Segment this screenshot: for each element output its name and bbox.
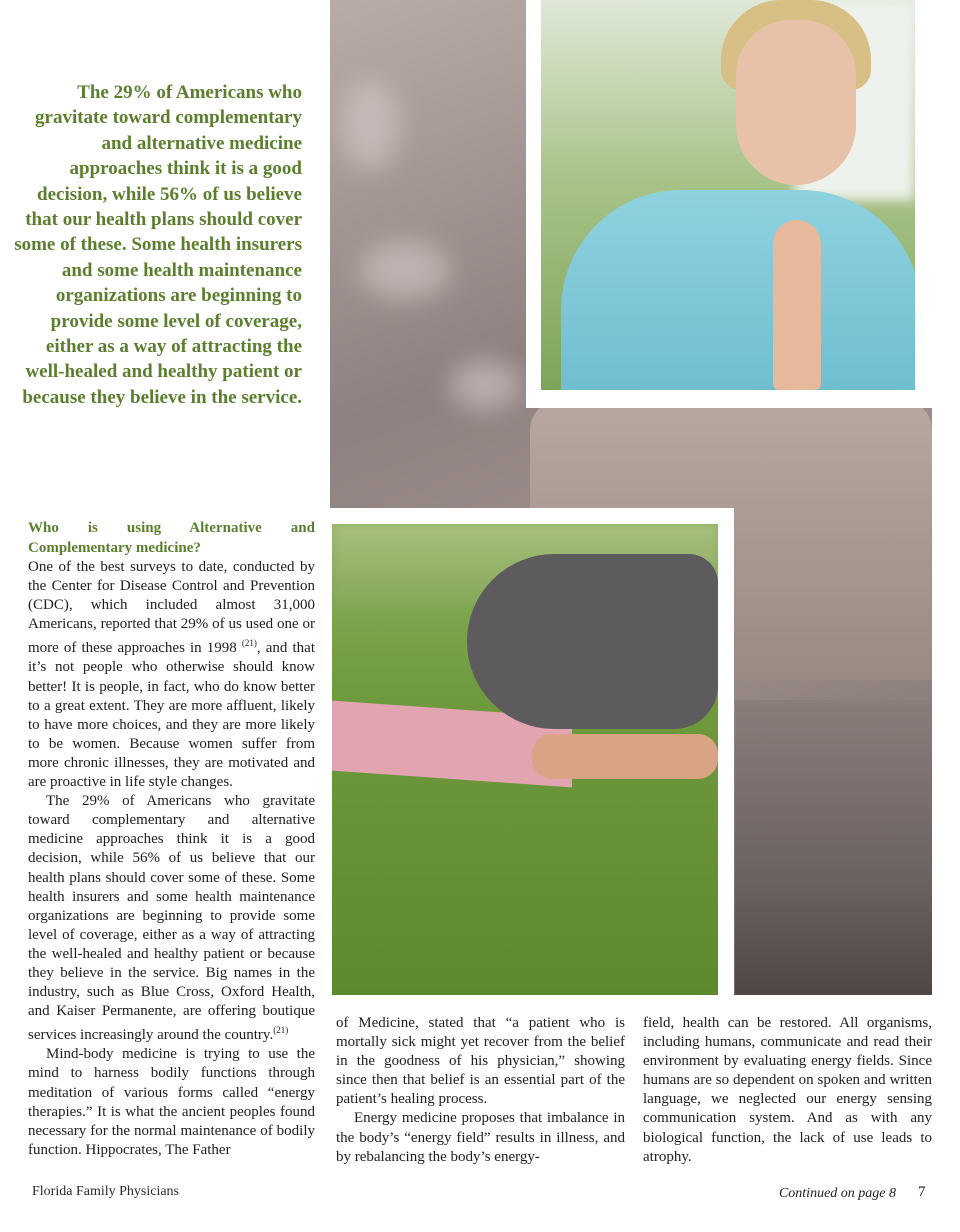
paragraph-text: One of the best surveys to date, conducted by the Center for Disease Control and Prevention (CDC), which included almost 31,000 Americans, reported that 29% of us used one or more of these approaches in 1998: [28, 559, 315, 657]
paragraph: field, health can be restored. All organisms, including humans, communicate and read their environment by evaluating energy fields. Since humans are so dependent on spoken and written language, we neglected our energy sensing communication system. And as with any biological function, the lack of use leads to atrophy.: [643, 1015, 932, 1165]
bokeh-blob: [450, 360, 520, 410]
hands: [773, 220, 821, 390]
citation: (21): [273, 1025, 289, 1036]
citation: (21): [241, 638, 257, 649]
photo-inner: [541, 0, 915, 390]
woman-praying-photo: [526, 0, 932, 408]
jacket: [561, 190, 915, 390]
article-column-2: [336, 1014, 625, 1167]
bokeh-blob: [360, 240, 450, 300]
paragraph: Mind-body medicine is trying to use the mind to harness bodily functions through meditation of various forms called “energy therapies.” It is what the ancient peoples found necessary for the normal maintenance of bodily function. Hippocrates, The Father: [28, 1046, 315, 1158]
crossed-legs-photo: [330, 508, 734, 995]
paragraph-text: , and that it’s not people who otherwise should know better! It is people, in fact, who do know better to a great extent. They are more affluent, likely to have more choices, and they are more likely to be women. Because women suffer from more chronic illnesses, they are motivated and are proactive in life style changes.: [28, 640, 315, 791]
leg: [467, 554, 718, 729]
publication-name: Florida Family Physicians: [32, 1184, 179, 1199]
article-column-3: [643, 1014, 932, 1167]
paragraph-text: The 29% of Americans who gravitate toward complementary and alternative medicine approaches think it is a good decision, while 56% of us believe that our health plans should cover some of these. Some health insurers and some health maintenance organizations are beginning to provide some level of coverage, either as a way of attracting the well-healed and healthy patient or because they believe in the service. Big names in the industry, such as Blue Cross, Oxford Health, and Kaiser Permanente, are offering boutique services increasingly around the country.: [28, 793, 315, 1044]
foot: [532, 734, 718, 779]
photo-inner: [332, 524, 718, 995]
grass-gray: [735, 700, 932, 995]
section-heading: Who is using Alternative and Complementary medicine?: [28, 520, 315, 556]
bokeh-blob: [340, 80, 400, 170]
page-number: 7: [918, 1184, 926, 1200]
paragraph: [28, 558, 315, 792]
paragraph: of Medicine, stated that “a patient who is mortally sick might yet recover from the belief in the goodness of his physician,” showing since then that belief is an essential part of the patient’s healing process.: [336, 1015, 625, 1108]
continued-link[interactable]: Continued on page 8: [778, 1186, 896, 1201]
paragraph: [28, 792, 315, 1045]
pull-quote: The 29% of Americans who gravitate toward complementary and alternative medicine approaches think it is a good decision, while 56% of us believe that our health plans should cover some of these. Some health insurers and some health maintenance organizations are beginning to provide some level of coverage, either as a way of attracting the well-healed and healthy patient or because they believe in the service.: [14, 82, 302, 408]
paragraph: Energy medicine proposes that imbalance in the body’s “energy field” results in illness, and by rebalancing the body’s energy-: [336, 1110, 625, 1165]
face: [736, 20, 856, 185]
article-column-1: [28, 519, 315, 1160]
